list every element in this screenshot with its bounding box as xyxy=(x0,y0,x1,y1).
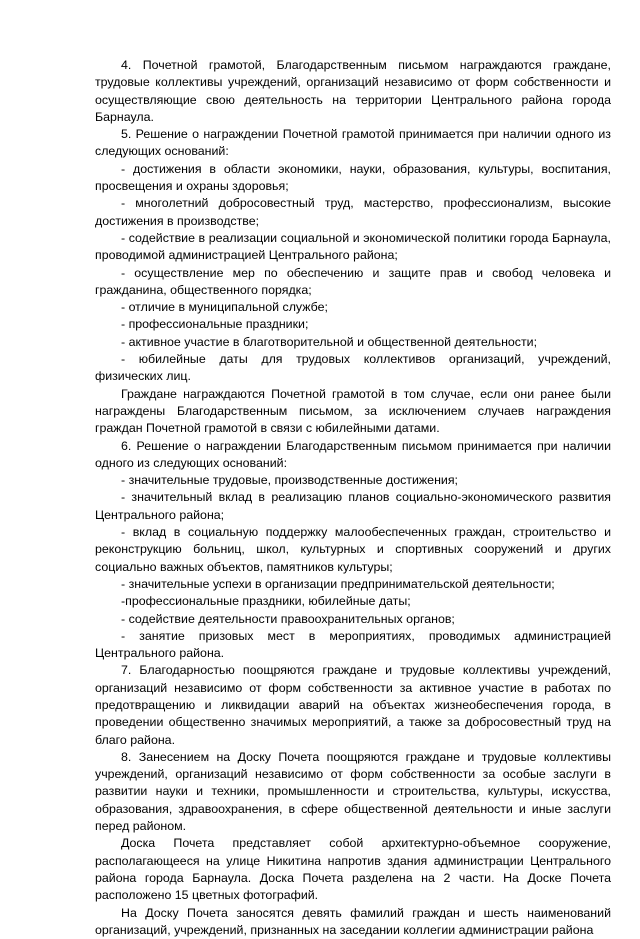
list-item: - юбилейные даты для трудовых коллективов организаций, учреждений, физических лиц. xyxy=(95,352,611,384)
list-item: - занятие призовых мест в мероприятиях, проводимых администрацией Центрального района. xyxy=(95,628,611,661)
list-item: - достижения в области экономики, науки, образования, культуры, воспитания, просвещения и охраны здоровья; xyxy=(95,161,611,194)
paragraph-7-gratitude: 7. Благодарностью поощряются граждане и трудовые коллективы учреждений, организаций независимо от форм собственности за активное участие в работах по предотвращению и ликвидации аварий на объектах жизнеобеспечения города, в проведении общественно значимых мероприятий, а также за добросовестный труд на благо района. xyxy=(95,663,611,747)
list-item: - осуществление мер по обеспечению и защите прав и свобод человека и гражданина, общественного порядка; xyxy=(95,265,611,297)
paragraph-6-letter-grounds: 6. Решение о награждении Благодарственным письмом принимается при наличии одного из следующих оснований: xyxy=(95,438,611,470)
list-item: - отличие в муниципальной службе; xyxy=(121,300,328,315)
paragraph-honor-board-description: Доска Почета представляет собой архитектурно-объемное сооружение, располагающееся на улице Никитина напротив здания администрации Центрального района города Барнаула. Доска Почета разделена на 2 части. На Доске Почета расположено 15 цветных фотографий. xyxy=(95,836,611,903)
list-item: - значительные трудовые, производственные достижения; xyxy=(121,473,458,488)
list-item: - содействие в реализации социальной и экономической политики города Барнаула, проводимой администрацией Центрального района; xyxy=(95,230,611,263)
list-item: - профессиональные праздники; xyxy=(121,317,309,332)
paragraph-4-awards-recipients: 4. Почетной грамотой, Благодарственным письмом награждаются граждане, трудовые коллективы учреждений, организаций независимо от форм собственности и осуществляющие свою деятельность на территории Центрального района города Барнаула. xyxy=(95,58,611,124)
list-item: - значительный вклад в реализацию планов социально-экономического развития Центрального района; xyxy=(95,490,611,522)
list-item: -профессиональные праздники, юбилейные даты; xyxy=(121,594,411,609)
document-page xyxy=(95,57,611,939)
list-item: - содействие деятельности правоохранительных органов; xyxy=(121,611,455,626)
paragraph-honor-board-entries: На Доску Почета заносятся девять фамилий граждан и шесть наименований организаций, учреждений, признанных на заседании коллегии администрации района xyxy=(95,905,611,937)
paragraph-5-certificate-grounds: 5. Решение о награждении Почетной грамотой принимается при наличии одного из следующих оснований: xyxy=(95,127,611,159)
list-item: - активное участие в благотворительной и общественной деятельности; xyxy=(121,334,538,349)
list-item: - многолетний добросовестный труд, мастерство, профессионализм, высокие достижения в производстве; xyxy=(95,196,611,228)
list-item: - вклад в социальную поддержку малообеспеченных граждан, строительство и реконструкцию больниц, школ, культурных и спортивных сооружений и других социально важных объектов, памятников культуры; xyxy=(95,525,611,574)
paragraph-certificate-condition: Граждане награждаются Почетной грамотой в том случае, если они ранее были награждены Благодарственным письмом, за исключением случаев награждения граждан Почетной грамотой в связи с юбилейными датами. xyxy=(95,386,611,436)
list-item: - значительные успехи в организации предпринимательской деятельности; xyxy=(121,576,555,591)
paragraph-8-honor-board: 8. Занесением на Доску Почета поощряются граждане и трудовые коллективы учреждений, организаций независимо от форм собственности за особые заслуги в развитии науки и техники, промышленности и строительства, культуры, искусства, образования, здравоохранения, в сфере общественной деятельности и иные заслуги перед районом. xyxy=(95,749,611,834)
